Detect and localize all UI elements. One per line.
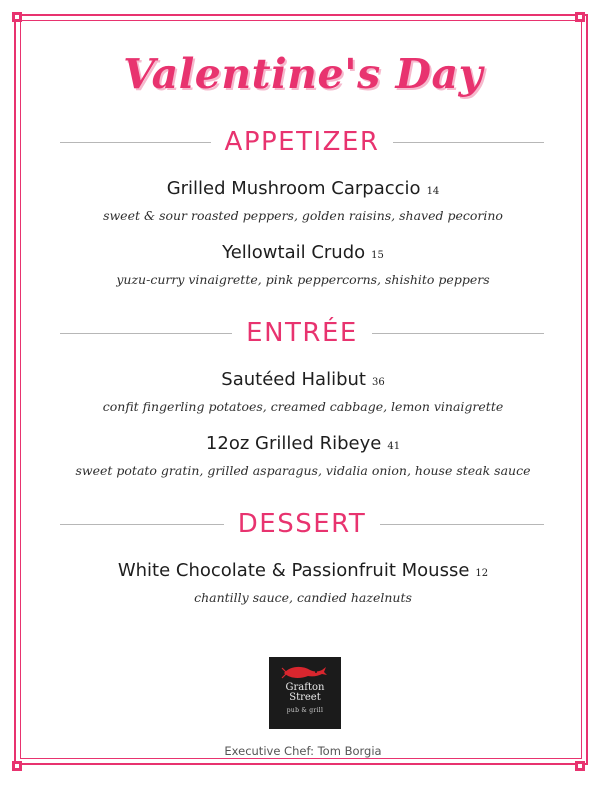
dish-name: Grilled Mushroom Carpaccio — [166, 178, 421, 199]
section-heading-entree — [60, 318, 544, 348]
menu-item-description: sweet & sour roasted peppers, golden raisins, shaved pecorino — [103, 208, 503, 223]
dish-price: 14 — [426, 186, 440, 197]
section-heading-dessert — [60, 509, 544, 539]
menu-item-name — [0, 369, 606, 390]
dish-name: 12oz Grilled Ribeye — [205, 433, 382, 454]
dish-name: Yellowtail Crudo — [222, 242, 366, 263]
menu-item-description: yuzu-curry vinaigrette, pink peppercorns, shishito peppers — [116, 272, 490, 287]
section-title: DESSERT — [237, 509, 367, 539]
divider-line — [60, 524, 224, 525]
section-title: ENTRÉE — [246, 318, 358, 348]
restaurant-logo — [269, 657, 341, 729]
corner-ornament-top-left — [12, 12, 22, 22]
corner-ornament-bottom-left — [12, 761, 22, 771]
divider-line — [60, 142, 211, 143]
section-title: APPETIZER — [224, 127, 380, 157]
logo-text-street: Street — [289, 692, 321, 703]
executive-chef-credit: Executive Chef: Tom Borgia — [224, 744, 382, 758]
menu-item-description: confit fingerling potatoes, creamed cabbage, lemon vinaigrette — [102, 399, 504, 414]
dish-name: Sautéed Halibut — [221, 369, 366, 390]
divider-line — [393, 142, 544, 143]
section-heading-appetizer — [60, 127, 544, 157]
menu-item-description: chantilly sauce, candied hazelnuts — [194, 590, 412, 605]
corner-ornament-top-right — [575, 12, 585, 22]
lobster-icon — [280, 663, 330, 683]
logo-text-pub-grill: pub & grill — [286, 707, 324, 714]
divider-line — [380, 524, 544, 525]
menu-item-name — [0, 433, 606, 454]
dish-price: 41 — [387, 441, 401, 452]
logo-text-grafton: Grafton — [285, 682, 325, 693]
dish-price: 36 — [371, 377, 385, 388]
menu-item-name — [0, 178, 606, 199]
divider-line — [60, 333, 232, 334]
corner-ornament-bottom-right — [575, 761, 585, 771]
menu-item-name — [0, 560, 606, 581]
menu-item-name — [0, 242, 606, 263]
menu-title: Valentine's Day — [123, 50, 483, 98]
dish-price: 15 — [371, 250, 384, 261]
dish-price: 12 — [475, 568, 489, 579]
dish-name: White Chocolate & Passionfruit Mousse — [117, 560, 470, 581]
menu-item-description: sweet potato gratin, grilled asparagus, vidalia onion, house steak sauce — [75, 463, 531, 478]
divider-line — [372, 333, 544, 334]
